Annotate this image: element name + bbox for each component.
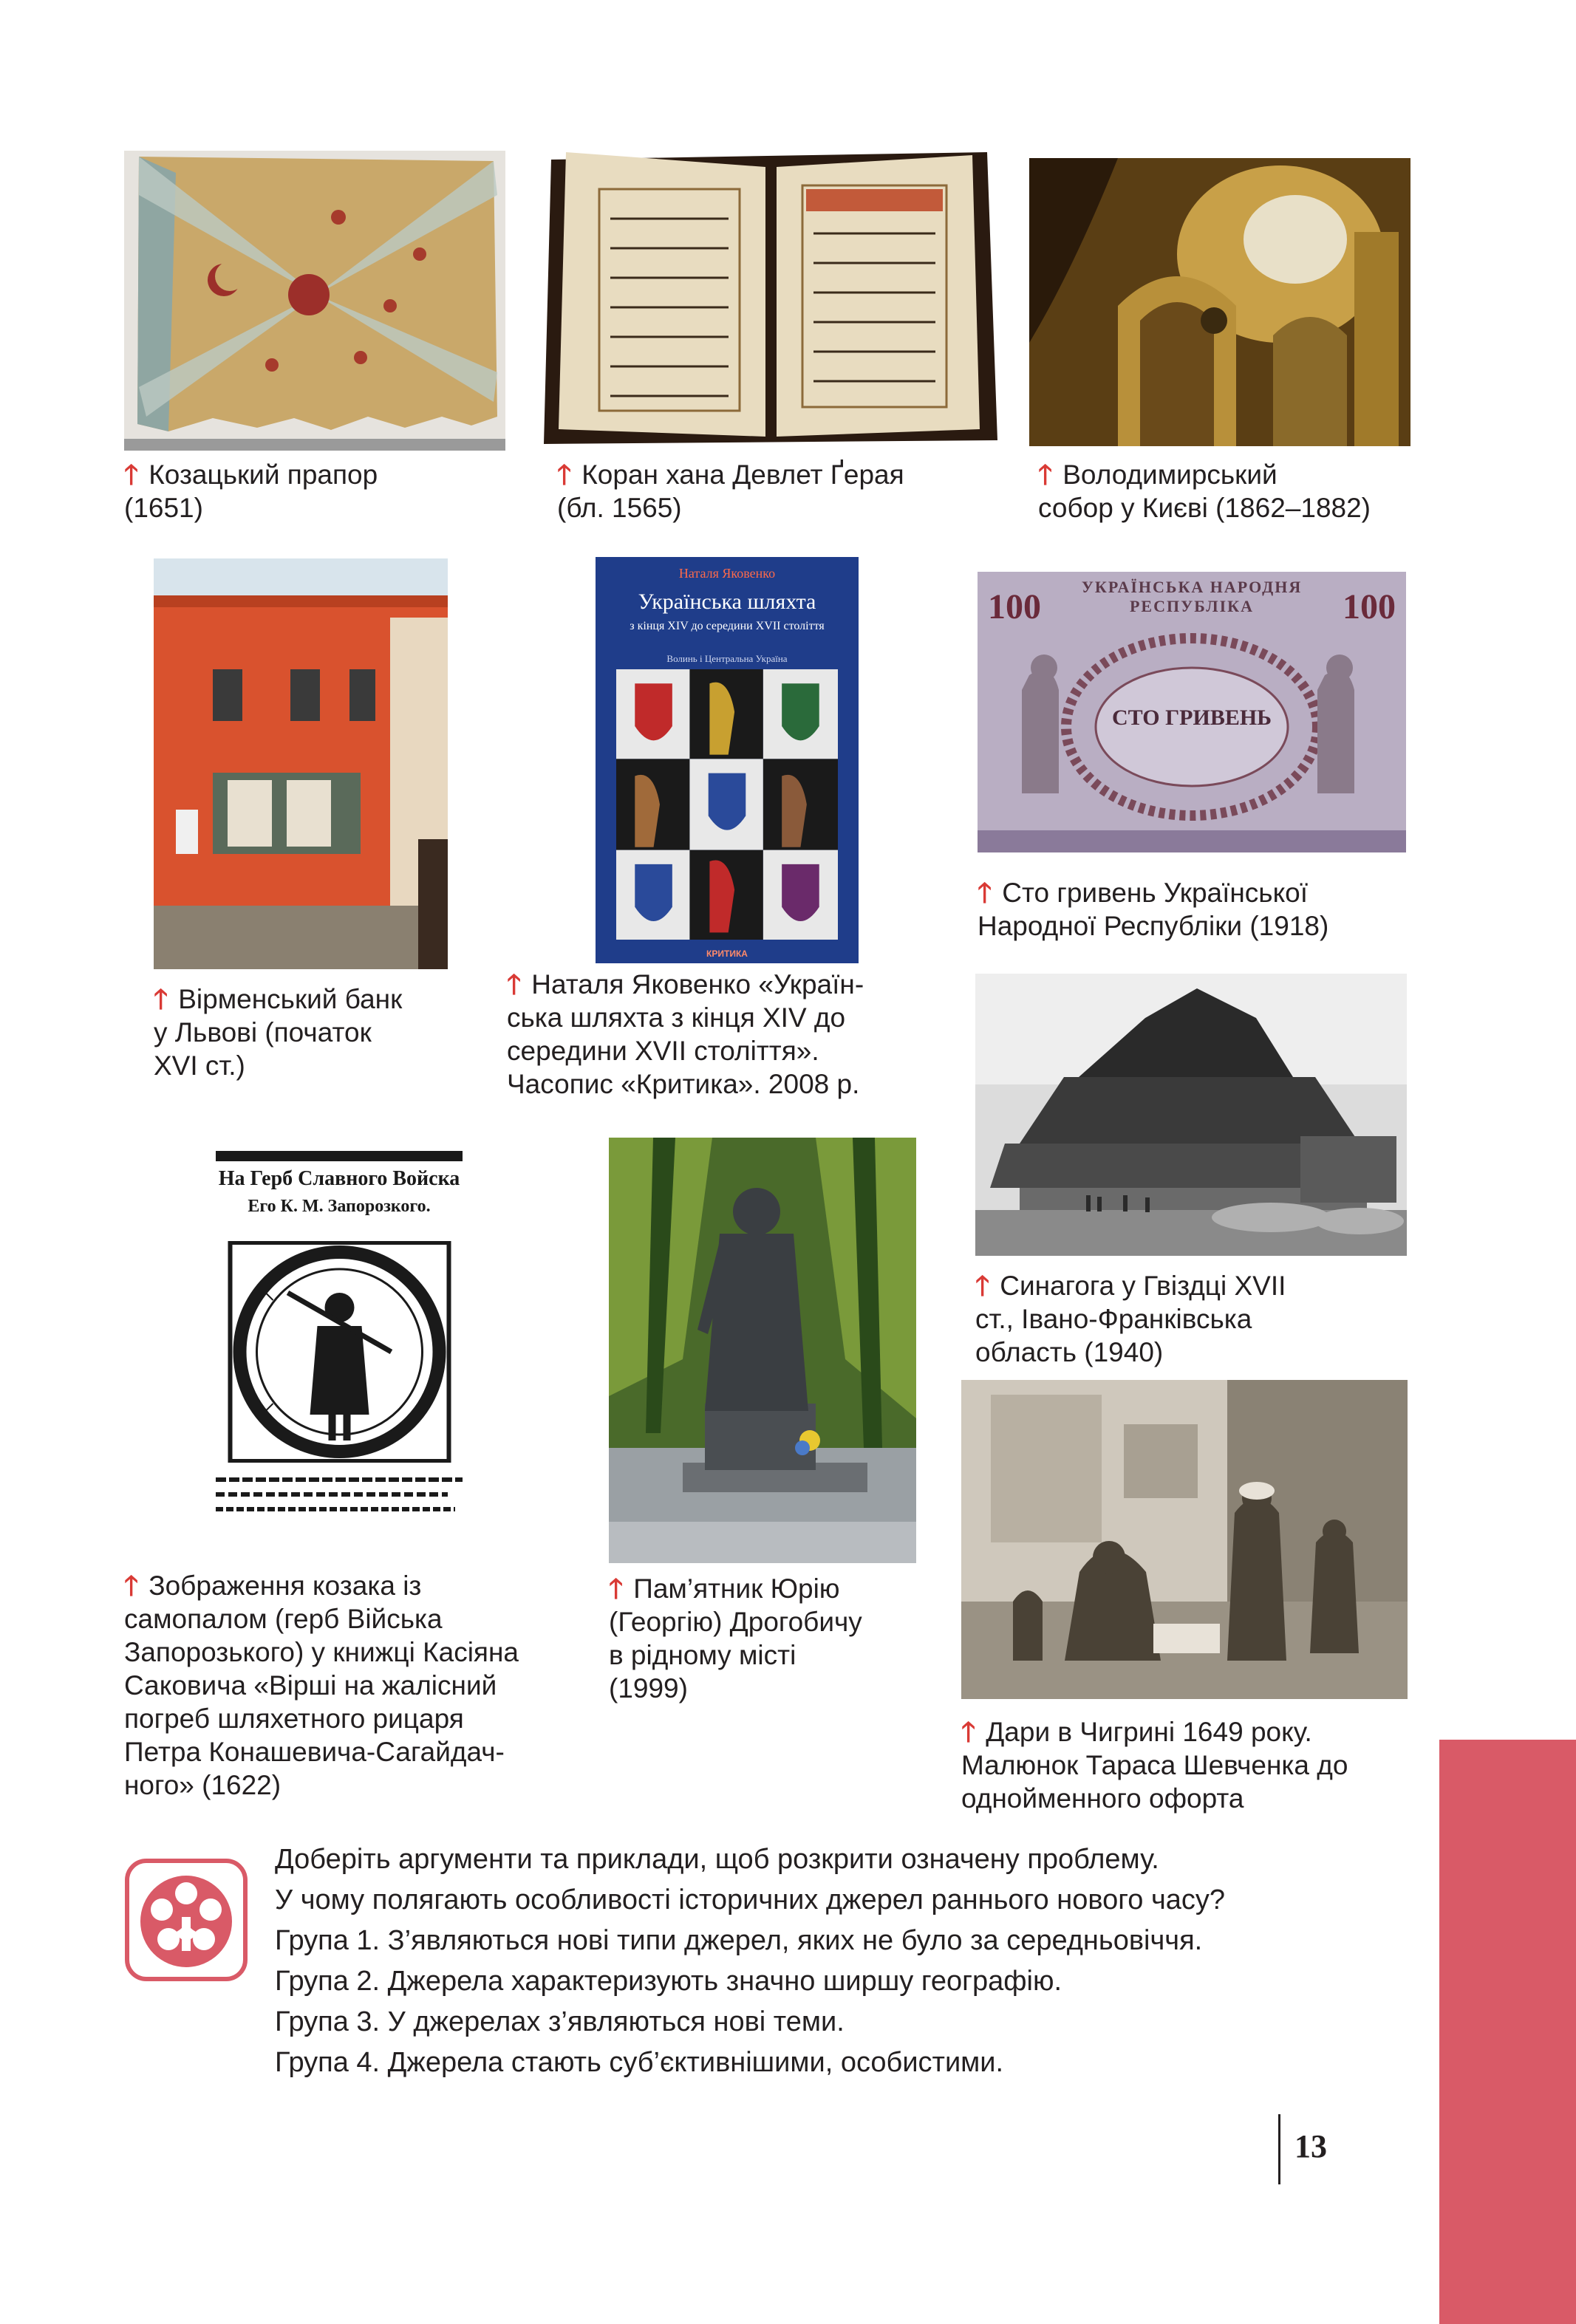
caption-banknote: 🡑 Сто гривень Української Народної Республіки (1918)	[978, 878, 1329, 941]
up-arrow-icon: 🡑	[975, 1271, 990, 1301]
task-group-3: Група 3. У джерелах з’являються нові теми.	[275, 2006, 845, 2037]
up-arrow-icon: 🡑	[124, 1571, 139, 1601]
book-cover-publisher: КРИТИКА	[706, 949, 748, 959]
up-arrow-icon: 🡑	[124, 459, 139, 490]
armenian-bank-photo	[154, 558, 448, 969]
group-work-icon	[124, 1858, 248, 1982]
book-cover-subtitle: з кінця XIV до середини XVII століття	[630, 620, 825, 632]
woodcut-title-line-2: Его К. М. Запорозкого.	[248, 1197, 431, 1216]
caption-quran: 🡑 Коран хана Девлет Ґерая (бл. 1565)	[557, 459, 904, 523]
task-group-1: Група 1. З’являються нові типи джерел, яких не було за середньовіччя.	[275, 1925, 1203, 1956]
caption-cathedral: 🡑 Володимирський собор у Києві (1862–1882)	[1038, 459, 1371, 523]
page-number-rule	[1278, 2114, 1280, 2184]
book-cover-author: Наталя Яковенко	[678, 566, 776, 581]
book-cover-title: Українська шляхта	[638, 589, 816, 614]
woodcut-title-line-1: На Герб Славного Войска	[218, 1167, 460, 1190]
banknote-denomination-left: 100	[988, 587, 1041, 626]
synagogue-photo	[975, 974, 1407, 1256]
gifts-chyhyryn-photo	[961, 1380, 1408, 1699]
caption-book: 🡑 Наталя Яковенко «Україн- ська шляхта з кінця XIV до середини XVII століття». Часопис «Критика». 2008 р.	[507, 969, 864, 1099]
caption-bank: 🡑 Вірменський банк у Львові (початок XVI ст.)	[154, 984, 403, 1081]
cossack-flag-photo	[124, 151, 505, 451]
page-number: 13	[1294, 2128, 1327, 2164]
quran-photo	[544, 145, 997, 451]
banknote-top-text: УКРАЇНСЬКА НАРОДНЯ РЕСПУБЛІКА	[1081, 578, 1303, 615]
up-arrow-icon: 🡑	[507, 969, 522, 999]
up-arrow-icon: 🡑	[1038, 459, 1053, 490]
book-cover-region: Волинь і Центральна Україна	[666, 653, 788, 664]
cathedral-photo	[1029, 158, 1410, 446]
caption-gifts: 🡑 Дари в Чигрині 1649 року. Малюнок Тараса Шевченка до однойменного офорта	[961, 1717, 1348, 1814]
task-question: У чому полягають особливості історичних джерел раннього нового часу?	[275, 1884, 1226, 1915]
side-tab	[1439, 1740, 1576, 2324]
task-instruction: Доберіть аргументи та приклади, щоб розкрити означену проблему.	[275, 1844, 1159, 1875]
caption-synagogue: 🡑 Синагога у Гвіздці XVII ст., Івано-Франківська область (1940)	[975, 1271, 1286, 1367]
cossack-woodcut-photo	[186, 1138, 492, 1529]
banknote-photo	[978, 572, 1406, 852]
caption-monument: 🡑 Пам’ятник Юрію (Георгію) Дрогобичу в рідному місті (1999)	[609, 1573, 862, 1703]
up-arrow-icon: 🡑	[961, 1717, 976, 1747]
banknote-denomination-right: 100	[1343, 587, 1396, 626]
book-cover-photo	[596, 557, 859, 963]
caption-cossack: 🡑 Зображення козака із самопалом (герб Війська Запорозького) у книжці Касіяна Саковича «Вірші на жалісний погреб шляхетного рицаря Петра Конашевича-Сагайдач- ного» (1622)	[124, 1571, 519, 1800]
banknote-center-text: СТО ГРИВЕНЬ	[1111, 705, 1272, 730]
task-group-2: Група 2. Джерела характеризують значно ширшу географію.	[275, 1966, 1062, 1997]
monument-photo	[609, 1138, 916, 1563]
caption-flag: 🡑 Козацький прапор (1651)	[124, 459, 378, 523]
group-task-text	[275, 1839, 1225, 2083]
up-arrow-icon: 🡑	[557, 459, 572, 490]
task-group-4: Група 4. Джерела стають суб’єктивнішими, особистими.	[275, 2047, 1004, 2078]
up-arrow-icon: 🡑	[609, 1573, 624, 1604]
up-arrow-icon: 🡑	[978, 878, 992, 908]
up-arrow-icon: 🡑	[154, 984, 168, 1014]
